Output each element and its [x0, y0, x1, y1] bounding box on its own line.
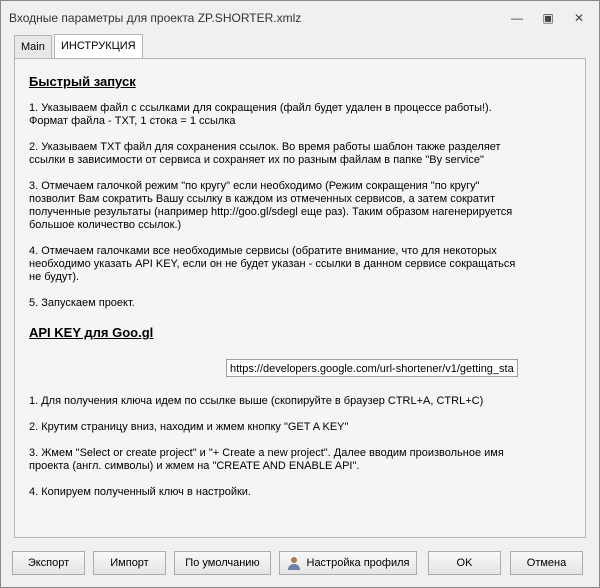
tab-instructions[interactable]: ИНСТРУКЦИЯ — [54, 34, 143, 59]
import-button[interactable]: Импорт — [93, 551, 166, 575]
step-text: 3. Отмечаем галочкой режим "по кругу" если необходимо (Режим сокращения "по кругу" — [29, 180, 480, 192]
tab-main[interactable]: Main — [14, 35, 52, 58]
api-key-heading: API KEY для Goo.gl — [29, 325, 154, 340]
step-text: 4. Отмечаем галочками все необходимые сервисы (обратите внимание, что для некоторых — [29, 245, 497, 257]
default-button[interactable]: По умолчанию — [174, 551, 271, 575]
step-text: 4. Копируем полученный ключ в настройки. — [29, 486, 251, 498]
step-text: полученные результаты (например http://goo.gl/sdegl еще раз). Таким образом нагенерируется — [29, 206, 513, 218]
step-text: 2. Крутим страницу вниз, находим и жмем кнопку "GET A KEY" — [29, 421, 349, 433]
step-text: проекта (англ. символы) и жмем на "CREATE AND ENABLE API". — [29, 460, 360, 472]
step-text: ссылки в зависимости от сервиса и сохраняет их по разным файлам в папке "By service" — [29, 154, 484, 166]
maximize-icon[interactable]: ▣ — [542, 11, 554, 25]
api-url-field[interactable]: https://developers.google.com/url-shortener/v1/getting_sta — [226, 359, 518, 377]
step-text: позволит Вам сократить Вашу ссылку в каждом из отмеченных сервисов, а затем сократит — [29, 193, 495, 205]
step-text: 5. Запускаем проект. — [29, 297, 135, 309]
ok-button[interactable]: OK — [428, 551, 501, 575]
step-text: не будут). — [29, 271, 80, 283]
close-icon[interactable]: ✕ — [573, 11, 585, 25]
minimize-icon[interactable]: — — [511, 11, 523, 25]
quick-start-heading: Быстрый запуск — [29, 74, 136, 89]
step-text: большое количество ссылок.) — [29, 219, 182, 231]
step-text: необходимо указать API KEY, если он не будет указан - ссылки в данном сервисе сокращаться — [29, 258, 516, 270]
profile-settings-label: Настройка профиля — [306, 557, 410, 569]
export-button[interactable]: Экспорт — [12, 551, 85, 575]
step-text: Формат файла - TXT, 1 стока = 1 ссылка — [29, 115, 236, 127]
step-text: 1. Указываем файл с ссылками для сокращения (файл будет удален в процессе работы!). — [29, 102, 492, 114]
step-text: 1. Для получения ключа идем по ссылке выше (скопируйте в браузер CTRL+A, CTRL+C) — [29, 395, 484, 407]
instructions-panel — [14, 58, 586, 538]
step-text: 2. Указываем TXT файл для сохранения ссылок. Во время работы шаблон также разделяет — [29, 141, 501, 153]
instructions-text — [29, 75, 569, 499]
cancel-button[interactable]: Отмена — [510, 551, 583, 575]
window-title: Входные параметры для проекта ZP.SHORTER.xmlz — [9, 11, 302, 25]
user-icon — [287, 556, 301, 570]
profile-settings-button[interactable] — [279, 551, 417, 575]
step-text: 3. Жмем "Select or create project" и "+ Create a new project". Далее вводим произвольное имя — [29, 447, 504, 459]
title-bar — [1, 1, 599, 35]
